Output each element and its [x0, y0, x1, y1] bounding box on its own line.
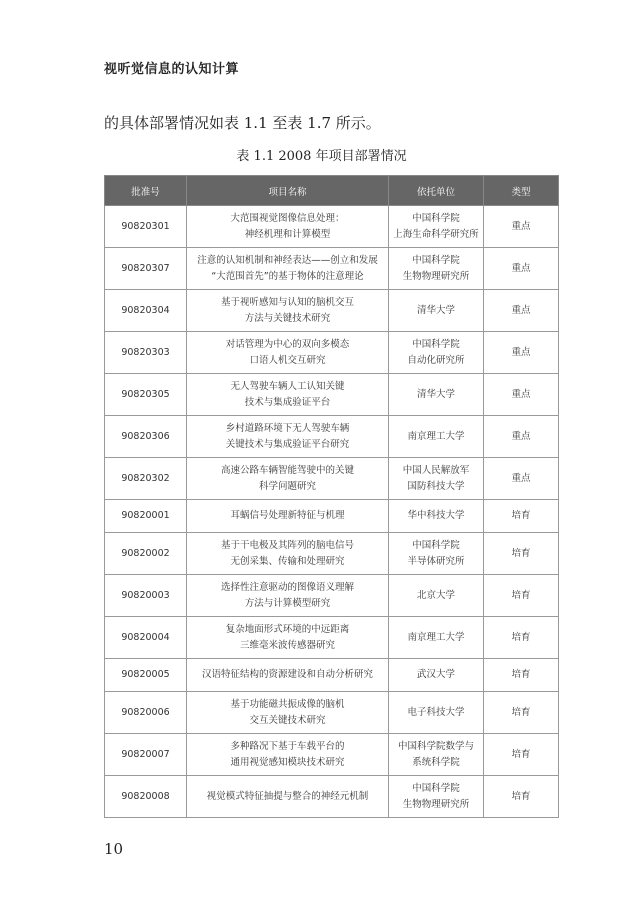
host-unit-cell — [389, 734, 484, 776]
running-header: 视听觉信息的认知计算 — [104, 62, 240, 77]
host-unit-line: 清华大学 — [416, 304, 455, 316]
project-type-cell: 重点 — [484, 206, 559, 248]
approval-number-cell: 90820008 — [105, 776, 187, 818]
project-table — [104, 175, 559, 818]
project-name-cell — [187, 458, 389, 500]
table-header-row — [105, 176, 559, 206]
host-unit-cell — [389, 692, 484, 734]
project-name-cell — [187, 332, 389, 374]
project-name-cell — [187, 776, 389, 818]
project-name-line: 选择性注意驱动的图像语义理解 — [220, 581, 354, 593]
host-unit-line: 中国科学院 — [412, 539, 460, 551]
project-type-cell: 重点 — [484, 290, 559, 332]
host-unit-cell — [389, 206, 484, 248]
column-header-approval-no: 批准号 — [105, 176, 187, 206]
host-unit-line: 电子科技大学 — [407, 706, 465, 718]
approval-number-cell: 90820002 — [105, 533, 187, 575]
project-name-cell — [187, 617, 389, 659]
column-header-host-unit: 依托单位 — [389, 176, 484, 206]
project-name-line: 复杂地面形式环境的中远距离 — [225, 623, 350, 635]
project-name-cell — [187, 248, 389, 290]
project-name-line: 科学问题研究 — [258, 480, 316, 492]
project-name-cell — [187, 575, 389, 617]
host-unit-cell — [389, 776, 484, 818]
project-name-line: 基于功能磁共振成像的脑机 — [230, 698, 345, 710]
approval-number-cell: 90820303 — [105, 332, 187, 374]
column-header-type: 类型 — [484, 176, 559, 206]
project-name-line: 关键技术与集成验证平台研究 — [225, 438, 350, 450]
project-type-cell: 重点 — [484, 458, 559, 500]
table-row — [105, 533, 559, 575]
host-unit-cell — [389, 617, 484, 659]
approval-number-cell: 90820301 — [105, 206, 187, 248]
project-name-line: 基于视听感知与认知的脑机交互 — [220, 296, 354, 308]
table-caption: 表 1.1 2008 年项目部署情况 — [236, 149, 407, 164]
approval-number-cell: 90820007 — [105, 734, 187, 776]
host-unit-line: 生物物理研究所 — [402, 270, 470, 282]
host-unit-cell — [389, 659, 484, 692]
host-unit-line: 南京理工大学 — [407, 631, 465, 643]
host-unit-cell — [389, 416, 484, 458]
approval-number-cell: 90820004 — [105, 617, 187, 659]
project-type-cell: 重点 — [484, 248, 559, 290]
table-body — [105, 206, 559, 818]
host-unit-line: 清华大学 — [416, 388, 455, 400]
project-type-cell: 培育 — [484, 575, 559, 617]
project-name-cell — [187, 374, 389, 416]
project-name-cell — [187, 533, 389, 575]
host-unit-cell — [389, 290, 484, 332]
table-row — [105, 659, 559, 692]
host-unit-cell — [389, 575, 484, 617]
project-name-cell — [187, 659, 389, 692]
approval-number-cell: 90820304 — [105, 290, 187, 332]
project-name-cell — [187, 692, 389, 734]
project-name-line: 基于干电极及其阵列的脑电信号 — [220, 539, 354, 551]
host-unit-line: 国防科技大学 — [407, 480, 465, 492]
project-name-cell — [187, 734, 389, 776]
project-name-line: 无创采集、传输和处理研究 — [230, 555, 345, 567]
table-row — [105, 575, 559, 617]
project-name-line: 多种路况下基于车载平台的 — [230, 740, 345, 752]
host-unit-cell — [389, 533, 484, 575]
project-name-line: 高速公路车辆智能驾驶中的关键 — [220, 464, 354, 476]
table-row — [105, 500, 559, 533]
project-type-cell: 培育 — [484, 776, 559, 818]
project-type-cell: 重点 — [484, 374, 559, 416]
table-row — [105, 332, 559, 374]
host-unit-line: 中国科学院数学与 — [397, 740, 474, 752]
project-name-line: 方法与计算模型研究 — [244, 597, 331, 609]
host-unit-line: 南京理工大学 — [407, 430, 465, 442]
table-row — [105, 206, 559, 248]
project-type-cell: 重点 — [484, 416, 559, 458]
approval-number-cell: 90820305 — [105, 374, 187, 416]
project-name-line: 口语人机交互研究 — [249, 354, 326, 366]
project-name-line: 神经机理和计算模型 — [244, 228, 331, 240]
host-unit-line: 北京大学 — [416, 589, 455, 601]
table-row — [105, 776, 559, 818]
host-unit-line: 中国科学院 — [412, 338, 460, 350]
host-unit-line: 半导体研究所 — [407, 555, 465, 567]
project-name-cell — [187, 416, 389, 458]
project-type-cell: 重点 — [484, 332, 559, 374]
project-name-line: 通用视觉感知模块技术研究 — [230, 756, 345, 768]
host-unit-line: 中国科学院 — [412, 254, 460, 266]
project-name-cell — [187, 500, 389, 533]
host-unit-line: 中国人民解放军 — [402, 464, 470, 476]
project-name-line: 乡村道路环境下无人驾驶车辆 — [225, 422, 350, 434]
host-unit-line: 系统科学院 — [412, 756, 460, 768]
project-name-line: 技术与集成验证平台 — [244, 396, 331, 408]
project-name-cell — [187, 206, 389, 248]
table-row — [105, 458, 559, 500]
page-number: 10 — [104, 840, 124, 858]
table-row — [105, 617, 559, 659]
host-unit-line: 上海生命科学研究所 — [393, 228, 479, 240]
table-row — [105, 692, 559, 734]
project-name-line: 对话管理为中心的双向多模态 — [225, 338, 350, 350]
project-type-cell: 培育 — [484, 617, 559, 659]
host-unit-line: 武汉大学 — [416, 669, 455, 680]
approval-number-cell: 90820005 — [105, 659, 187, 692]
host-unit-cell — [389, 458, 484, 500]
approval-number-cell: 90820306 — [105, 416, 187, 458]
project-name-line: 注意的认知机制和神经表达——创立和发展 — [197, 254, 378, 266]
host-unit-line: 自动化研究所 — [407, 354, 465, 366]
approval-number-cell: 90820006 — [105, 692, 187, 734]
host-unit-line: 生物物理研究所 — [402, 798, 470, 810]
table-row — [105, 374, 559, 416]
project-type-cell: 培育 — [484, 533, 559, 575]
host-unit-cell — [389, 500, 484, 533]
table-row — [105, 734, 559, 776]
host-unit-cell — [389, 332, 484, 374]
project-name-line: “大范围首先”的基于物体的注意理论 — [211, 270, 364, 282]
approval-number-cell: 90820001 — [105, 500, 187, 533]
project-type-cell: 培育 — [484, 500, 559, 533]
table-row — [105, 416, 559, 458]
project-name-line: 方法与关键技术研究 — [244, 312, 331, 324]
project-type-cell: 培育 — [484, 734, 559, 776]
host-unit-cell — [389, 248, 484, 290]
project-name-cell — [187, 290, 389, 332]
column-header-project-name: 项目名称 — [187, 176, 389, 206]
host-unit-line: 中国科学院 — [412, 782, 460, 794]
project-name-line: 视觉模式特征抽提与整合的神经元机制 — [206, 790, 369, 802]
host-unit-cell — [389, 374, 484, 416]
project-type-cell: 培育 — [484, 659, 559, 692]
host-unit-line: 中国科学院 — [412, 212, 460, 224]
approval-number-cell: 90820302 — [105, 458, 187, 500]
project-name-line: 大范围视觉图像信息处理： — [230, 212, 345, 224]
project-name-line: 耳蜗信号处理新特征与机理 — [230, 510, 345, 521]
approval-number-cell: 90820307 — [105, 248, 187, 290]
body-text: 的具体部署情况如表 1.1 至表 1.7 所示。 — [104, 114, 381, 132]
table-row — [105, 248, 559, 290]
project-name-line: 无人驾驶车辆人工认知关键 — [230, 380, 345, 392]
project-name-line: 交互关键技术研究 — [249, 714, 326, 726]
approval-number-cell: 90820003 — [105, 575, 187, 617]
project-name-line: 三维毫米波传感器研究 — [239, 639, 335, 651]
host-unit-line: 华中科技大学 — [407, 510, 465, 521]
project-name-line: 汉语特征结构的资源建设和自动分析研究 — [201, 669, 373, 680]
project-type-cell: 培育 — [484, 692, 559, 734]
table-row — [105, 290, 559, 332]
